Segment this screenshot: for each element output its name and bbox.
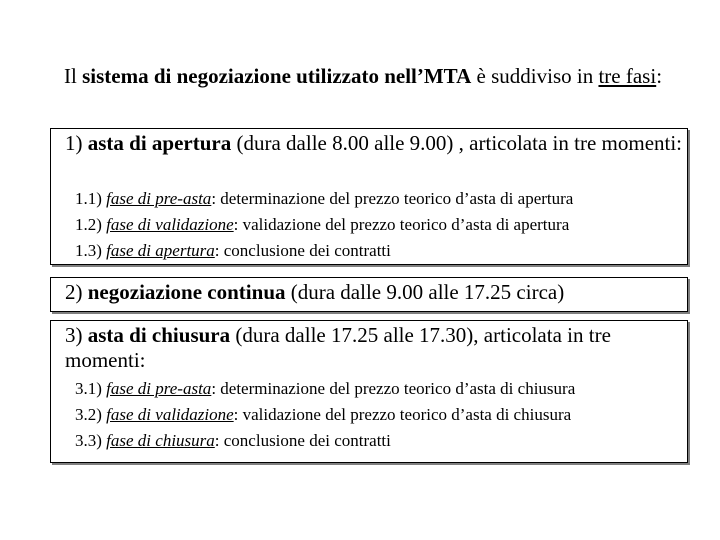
sub-phase-desc: : validazione del prezzo teorico d’asta di chiusura	[233, 405, 572, 424]
sub-phase-number: 3.3)	[75, 431, 107, 450]
phase-box-2	[50, 277, 688, 312]
sub-phase-name: fase di pre-asta	[106, 189, 212, 208]
sub-phase-desc: : determinazione del prezzo teorico d’asta di apertura	[211, 189, 574, 208]
sub-phase-desc: : conclusione dei contratti	[214, 241, 391, 260]
intro-colon: :	[656, 64, 663, 88]
phase-heading-3	[65, 323, 683, 373]
sub-phase-name: fase di validazione	[106, 405, 234, 424]
sub-phase-list	[75, 186, 687, 264]
phase-box-3	[50, 320, 688, 463]
sub-phase-number: 3.1)	[75, 379, 107, 398]
intro-pre: Il	[64, 64, 83, 88]
phase-title: asta di apertura	[87, 131, 232, 155]
sub-phase-desc: : determinazione del prezzo teorico d’asta di chiusura	[211, 379, 576, 398]
sub-phase-item	[75, 212, 687, 238]
phase-title: negoziazione continua	[87, 280, 286, 304]
intro-text	[64, 64, 694, 89]
sub-phase-item	[75, 402, 687, 428]
phase-heading-2	[65, 280, 683, 305]
intro-underlined: tre fasi	[598, 64, 657, 88]
sub-phase-number: 1.1)	[75, 189, 107, 208]
phase-number: 2)	[65, 280, 88, 304]
sub-phase-number: 1.3)	[75, 241, 107, 260]
sub-phase-number: 1.2)	[75, 215, 107, 234]
phase-heading-1	[65, 131, 683, 156]
phase-title: asta di chiusura	[87, 323, 231, 347]
intro-bold: sistema di negoziazione utilizzato nell’MTA	[82, 64, 472, 88]
sub-phase-name: fase di chiusura	[106, 431, 215, 450]
sub-phase-item	[75, 238, 687, 264]
phase-description: (dura dalle 17.25 alle 17.30), articolata in tre momenti:	[65, 323, 611, 372]
sub-phase-name: fase di apertura	[106, 241, 215, 260]
sub-phase-name: fase di pre-asta	[106, 379, 212, 398]
phase-description: (dura dalle 9.00 alle 17.25 circa)	[285, 280, 565, 304]
sub-phase-name: fase di validazione	[106, 215, 234, 234]
phase-number: 1)	[65, 131, 88, 155]
sub-phase-desc: : conclusione dei contratti	[214, 431, 391, 450]
sub-phase-desc: : validazione del prezzo teorico d’asta di apertura	[233, 215, 570, 234]
phase-description: (dura dalle 8.00 alle 9.00) , articolata in tre momenti:	[231, 131, 683, 155]
sub-phase-list	[75, 376, 687, 454]
sub-phase-item	[75, 428, 687, 454]
intro-post: è suddiviso in	[471, 64, 599, 88]
sub-phase-number: 3.2)	[75, 405, 107, 424]
sub-phase-item	[75, 186, 687, 212]
phase-box-1	[50, 128, 688, 265]
sub-phase-item	[75, 376, 687, 402]
phase-number: 3)	[65, 323, 88, 347]
